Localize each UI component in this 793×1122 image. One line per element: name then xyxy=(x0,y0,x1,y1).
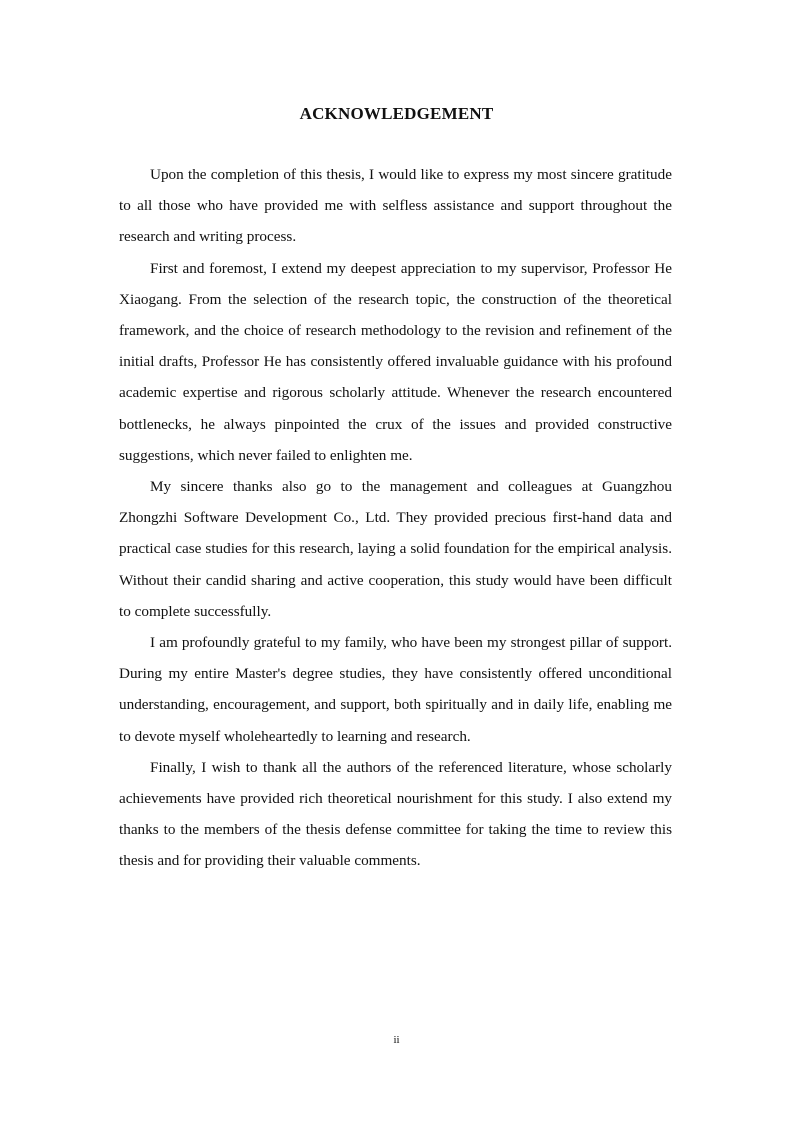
paragraph-completion: Upon the completion of this thesis, I would like to express my most sincere gratitude to all those who have provided me with selfless assistance and support throughout the research and writing process. xyxy=(119,166,672,246)
paragraph-supervisor: First and foremost, I extend my deepest appreciation to my supervisor, Professor He Xiaogang. From the selection of the research topic, the construction of the theoretical framework, and the choice of research methodology to the revision and refinement of the initial drafts, Professor He has consistently offered invaluable guidance with his profound academic expertise and rigorous scholarly attitude. Whenever the research encountered bottlenecks, he always pinpointed the crux of the issues and provided constructive suggestions, which never failed to enlighten me. xyxy=(119,259,672,464)
paragraph-family: I am profoundly grateful to my family, who have been my strongest pillar of support. During my entire Master's degree studies, they have consistently offered unconditional understanding, encouragement, and support, both spiritually and in daily life, enabling me to devote myself wholeheartedly to learning and research. xyxy=(119,634,672,745)
paragraph-authors-committee: Finally, I wish to thank all the authors of the referenced literature, whose scholarly achievements have provided rich theoretical nourishment for this study. I also extend my thanks to the members of the thesis defense committee for taking the time to review this thesis and for providing their valuable comments. xyxy=(119,758,672,870)
page-number: ii xyxy=(393,1034,400,1046)
page-title: ACKNOWLEDGEMENT xyxy=(299,104,494,123)
paragraph-company: My sincere thanks also go to the management and colleagues at Guangzhou Zhongzhi Software Development Co., Ltd. They provided precious first-hand data and practical case studies for this research, laying a solid foundation for the empirical analysis. Without their candid sharing and active cooperation, this study would have been difficult to complete successfully. xyxy=(119,478,672,620)
acknowledgement-body xyxy=(119,159,672,877)
